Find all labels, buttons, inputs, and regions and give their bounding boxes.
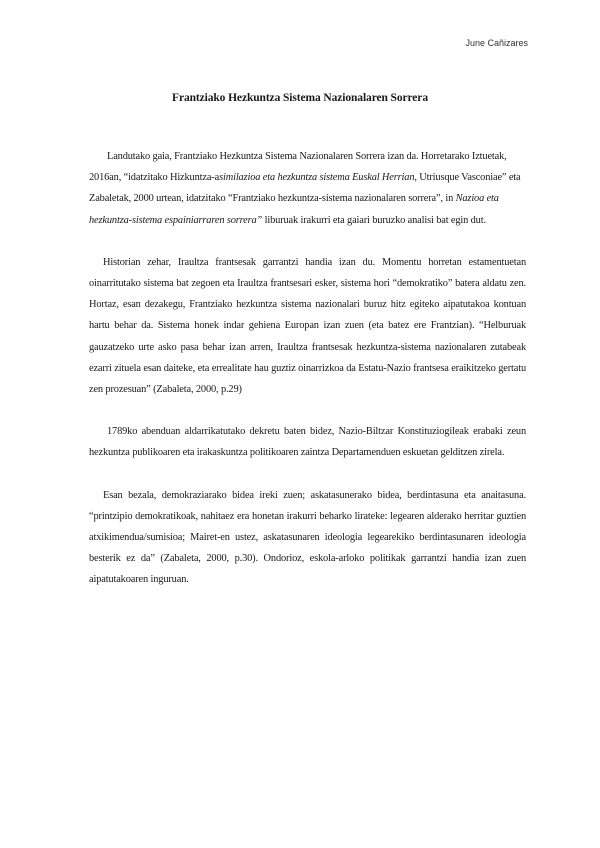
page-title: Frantziako Hezkuntza Sistema Nazionalaren Sorrera bbox=[172, 92, 428, 104]
paragraph-2: Historian zehar, Iraultza frantsesak garrantzi handia izan du. Momentu horretan estamentuetan oinarritutako sistema bat zegoen eta Iraultza frantsesari esker, sistema hori “demokratiko” batera aldatu zen. Hortaz, esan dezakegu, Frantziako hezkuntza sistema nazionalari buruz hitz egiteko aipatutakoa kontuan hartu behar da. Sistema honek indar gehiena Europan izan zuen (eta batez ere Frantzian). “Helburuak gauzatzeko urte asko pasa behar izan arren, Iraultza frantsesak hezkuntza-sistema nazionalaren zutabeak ezarri zituela esan daiteke, eta errealitate hau guztiz oinarrizkoa da Estatu-Nazio frantsesa eraikitzeko gertatu zen prozesuan” (Zabaleta, 2000, p.29) bbox=[89, 256, 526, 396]
paragraph-1-italic-d: Nazioa eta hezkuntza-sistema espainiarraren sorrera” bbox=[89, 193, 499, 226]
paragraph-4: Esan bezala, demokraziarako bidea ireki zuen; askatasunerako bidea, berdintasuna eta anaitasuna. “printzipio demokratikoak, nahitaez era honetan irakurri beharko lirateke: legearen alderako herritar guztien atxikimendua/sumisioa; Mairet-en ustez, askatasunaren ideologia legearekiko berdintasunaren ideologia besterik ez da” (Zabaleta, 2000, p.30). Ondorioz, eskola-arloko politikak garrantzi handia izan zuen aipatutakoaren inguruan. bbox=[89, 489, 526, 586]
document-body bbox=[89, 146, 526, 612]
paragraph-1-text-a: Landutako gaia, Frantziako Hezkuntza Sistema Nazionalaren Sorrera izan da. Horretarako Iztuetak, 2016an, “idatzitako Hizkuntza-a bbox=[89, 151, 507, 184]
paragraph-3: 1789ko abenduan aldarrikatutako dekretu baten bidez, Nazio-Biltzar Konstituziogileak erabaki zeun hezkuntza publikoaren eta irakaskuntza politikoaren zaintza Departamenduen eskuetan gelditzen zirela. bbox=[89, 426, 526, 459]
paragraph-1-text-e: liburuak irakurri eta gaiari buruzko analisi bat egin dut. bbox=[262, 214, 486, 226]
paragraph-1-text-c: , Utriusque Vasconiae” eta Zabaletak, 2000 urtean, idatzitako “Frantziako hezkuntza-sistema nazionalaren sorrera”, in bbox=[89, 172, 521, 205]
paragraph-1-italic-b: similazioa eta hezkuntza sistema Euskal Herrian bbox=[219, 172, 415, 184]
paragraph-1 bbox=[89, 146, 526, 231]
author-name: June Cañizares bbox=[465, 38, 528, 48]
